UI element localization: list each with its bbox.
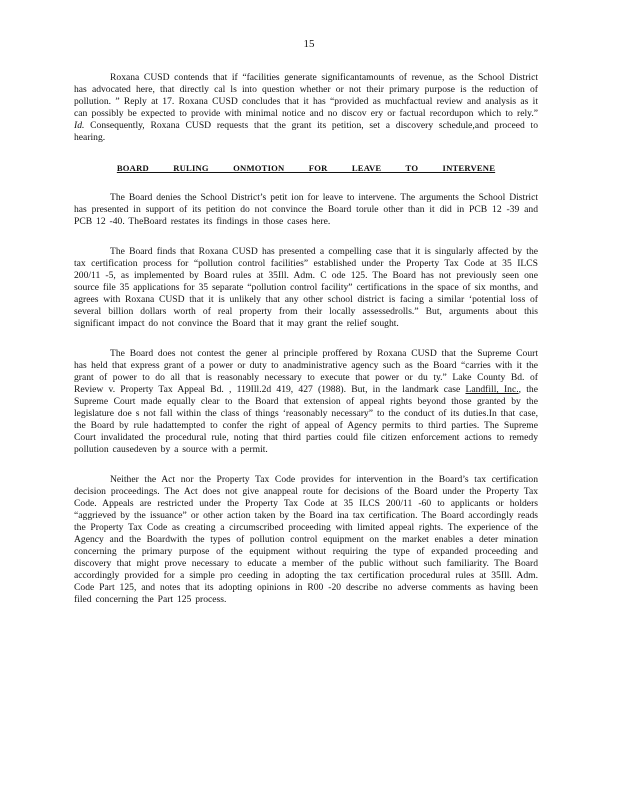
paragraph-neither-act: Neither the Act nor the Property Tax Code provides for intervention in the Board’s tax certification decision proceedings. The Act does not give anappeal route for decisions of the Board under the Property Tax Code. Appeals are restricted under the Property Tax Code at 35 ILCS 200/11 -60 to applicants or holders “aggrieved by the issuance” or other action taken by the Board ina tax certification. The Board accordingly reads the Property Tax Code as creating a circumscribed proceeding with limited appeal rights. The experience of the Agency and the Boardwith the types of pollution control equipment on the market enables a deter mination concerning the primary purpose of the equipment without requiring the type of expanded proceeding and discovery that might prove necessary to educate a member of the public without such familiarity. The Board accordingly provided for a simple pro ceeding in adopting the tax certification procedural rules at 35Ill. Adm. Code Part 125, and notes that its adopting opinions in R00 -20 describe no adverse comments as having been filed concerning the Part 125 process.	[74, 474, 538, 605]
paragraph-text: Roxana CUSD contends that if “facilities generate significantamounts of revenue, as the School District has advocated here, that directly cal ls into question whether or not their primary purpose is the reduction of pollution. ” Reply at 17. Roxana CUSD concludes that it has “provided as muchfactual review and analysis as it can possibly be expected to provide with minimal notice and no discov ery or factual recordupon which to rely.”	[74, 72, 538, 119]
document-body	[74, 72, 538, 624]
paragraph-text: Consequently, Roxana CUSD requests that the grant its petition, set a discovery schedule,and proceed to hearing.	[74, 120, 539, 143]
section-heading	[74, 162, 538, 174]
page-number: 15	[303, 38, 315, 50]
paragraph-board-finds: The Board finds that Roxana CUSD has presented a compelling case that it is singularly affected by the tax certification process for “pollution control facilities” established under the Property Tax Code at 35 ILCS 200/11 -5, as implemented by Board rules at 35Ill. Adm. C ode 125. The Board has not previously seen one source file 35 applications for 35 separate “pollution control facility” certifications in the space of six months, and agrees with Roxana CUSD that it is unlikely that any other school district is facing a similar ‘potential loss of several billion dollars worth of real property from their locally assessedrolls.” But, arguments about this significant impact do not convince the Board that it may grant the relief sought.	[74, 246, 539, 329]
paragraph-board-does-not-contest	[74, 348, 538, 456]
section-heading-text: BOARD RULING ONMOTION FOR LEAVE TO INTERVENE	[116, 163, 496, 173]
case-name-landfill: Landfill, Inc.	[465, 384, 519, 395]
paragraph-board-denies: The Board denies the School District’s petit ion for leave to intervene. The arguments the School District has presented in support of its petition do not convince the Board torule other than it did in PCB 12 -39 and PCB 12 -40. TheBoard restates its findings in those cases here.	[74, 192, 538, 227]
paragraph-text: , the Supreme Court made equally clear to the Board that extension of appeal rights beyond those granted by the legislature doe s not fall within the class of things ‘reasonably necessary” to the conduct of its duties.In that case, the Board by rule hadattempted to confer the right of appeal of Agency permits to third parties. The Supreme Court invalidated the procedural rule, noting that third parties could file citizen enforcement actions to remedy pollution causedeven by a source with a permit.	[74, 384, 538, 455]
paragraph-text: The Board does not contest the gener al principle proffered by Roxana CUSD that the Supreme Court has held that express grant of a power or duty to anadministrative agency such as the Board “carries with it the grant of power to do all that is reasonably necessary to execute that power or du ty.” Lake County Bd. of Review v. Property Tax Appeal Bd. , 119Ill.2d 419, 427 (1988). But, in the landmark case	[74, 348, 538, 395]
citation-id: Id.	[74, 120, 85, 131]
paragraph-roxana-contends	[74, 72, 538, 144]
